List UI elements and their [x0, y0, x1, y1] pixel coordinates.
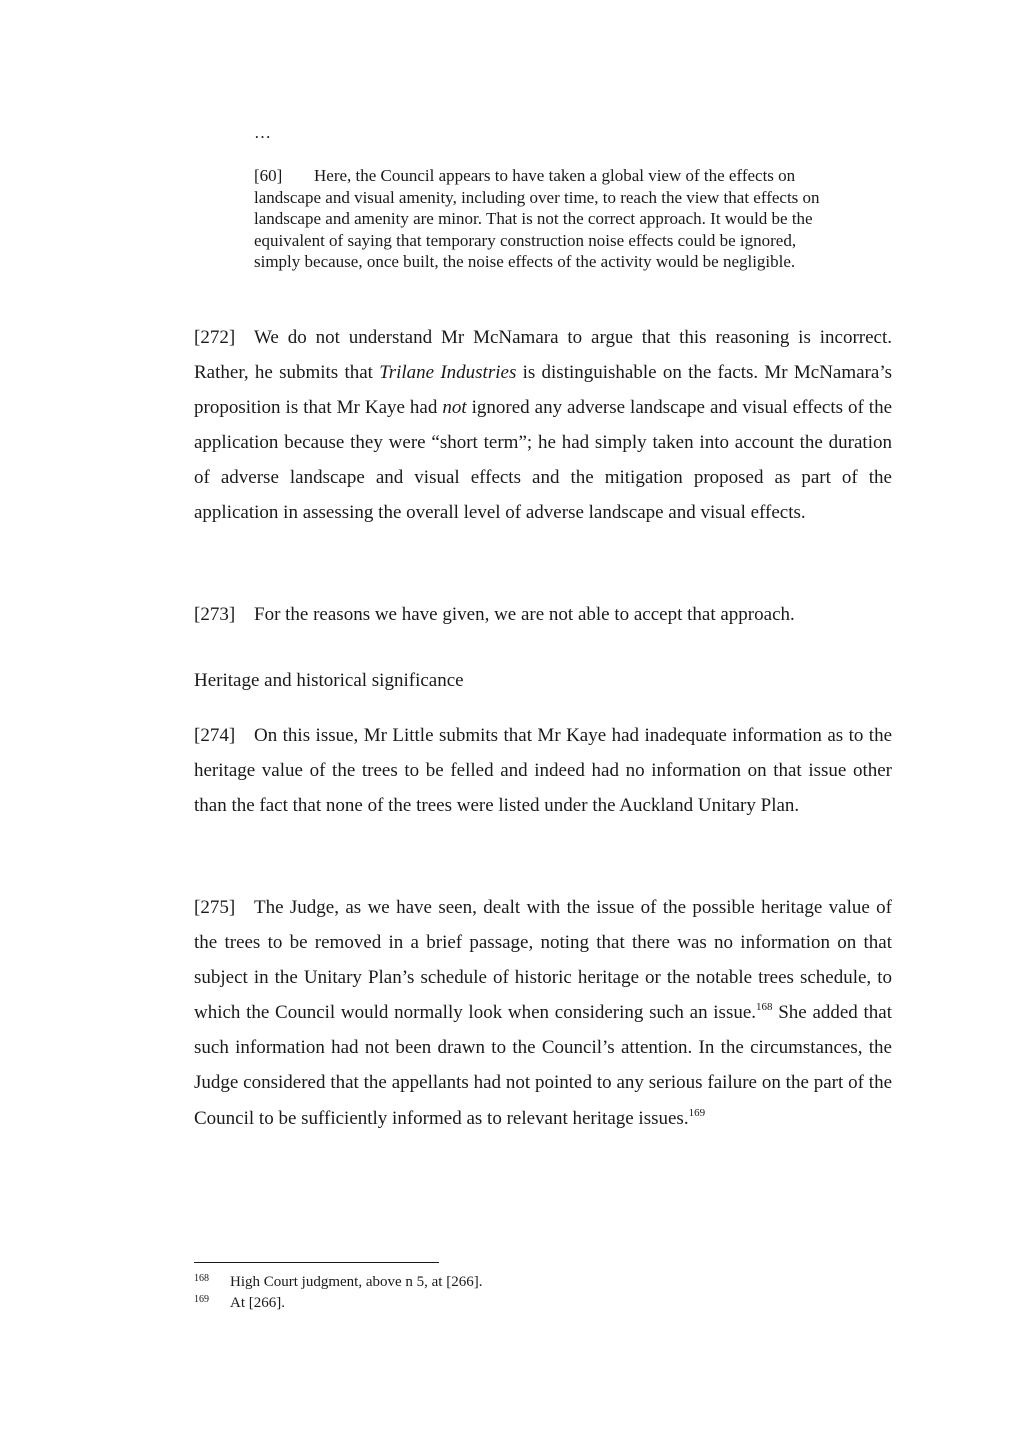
paragraph-text: We do not understand Mr McNamara to argue that this reasoning is incorrect. Rather, he submits that — [194, 327, 892, 384]
quote-paragraph-number: [60] — [254, 166, 283, 185]
paragraph-273 — [194, 597, 892, 632]
footnote-item: 169 At [266]. — [194, 1294, 285, 1311]
quote-text: Here, the Council appears to have taken a global view of the effects on landscape and visual amenity, including over time, to reach the view that effects on landscape and amenity are minor. That is not the correct approach. It would be the equivalent of saying that temporary construction noise effects could be ignored, simply because, once built, the noise effects of the activity would be negligible. — [254, 166, 820, 272]
paragraph-text: The Judge, as we have seen, dealt with the issue of the possible heritage value of the trees to be removed in a brief passage, noting that there was no information on that subject in the Unitary Plan’s schedule of historic heritage or the notable trees schedule, to which the Council would normally look when considering such an issue. — [194, 897, 892, 1024]
paragraph-274 — [194, 718, 892, 823]
footnote-reference[interactable]: 169 — [688, 1106, 706, 1119]
paragraph-number: [273] — [194, 604, 236, 625]
footnote-reference[interactable]: 168 — [756, 1001, 773, 1014]
paragraph-number: [275] — [194, 897, 236, 918]
paragraph-text: ignored any adverse landscape and visual effects of the application because they were “short term”; he had simply taken into account the duration of adverse landscape and visual effects and the mitigation proposed as part of the application in assessing the overall level of adverse landscape and visual effects. — [194, 397, 893, 524]
emphasis-italic: not — [442, 397, 467, 419]
paragraph-272 — [194, 320, 892, 531]
footnote-item: 168 High Court judgment, above n 5, at [266]. — [194, 1273, 483, 1290]
paragraph-number: [274] — [194, 725, 236, 746]
paragraph-number: [272] — [194, 327, 236, 348]
paragraph-text: For the reasons we have given, we are not able to accept that approach. — [254, 604, 795, 625]
paragraph-text: On this issue, Mr Little submits that Mr Kaye had inadequate information as to the heritage value of the trees to be felled and indeed had no information on that issue other than the fact that none of the trees were listed under the Auckland Unitary Plan. — [194, 725, 892, 817]
paragraph-text: She added that such information had not been drawn to the Council’s attention. In the circumstances, the Judge considered that the appellants had not pointed to any serious failure on the part of the Council to be sufficiently informed as to relevant heritage issues. — [194, 1002, 892, 1129]
footnotes — [194, 1272, 794, 1314]
paragraph-275 — [194, 890, 892, 1136]
block-quote — [254, 165, 836, 273]
footnote-text: At [266]. — [230, 1295, 285, 1311]
quote-ellipsis: … — [254, 123, 271, 142]
footnote-text: High Court judgment, above n 5, at [266]. — [230, 1274, 483, 1290]
paragraph-text: is distinguishable on the facts. Mr McNamara’s proposition is that Mr Kaye had — [194, 362, 892, 419]
section-heading: Heritage and historical significance — [194, 670, 464, 691]
case-name-italic: Trilane Industries — [379, 362, 517, 384]
footnote-separator — [194, 1262, 439, 1263]
